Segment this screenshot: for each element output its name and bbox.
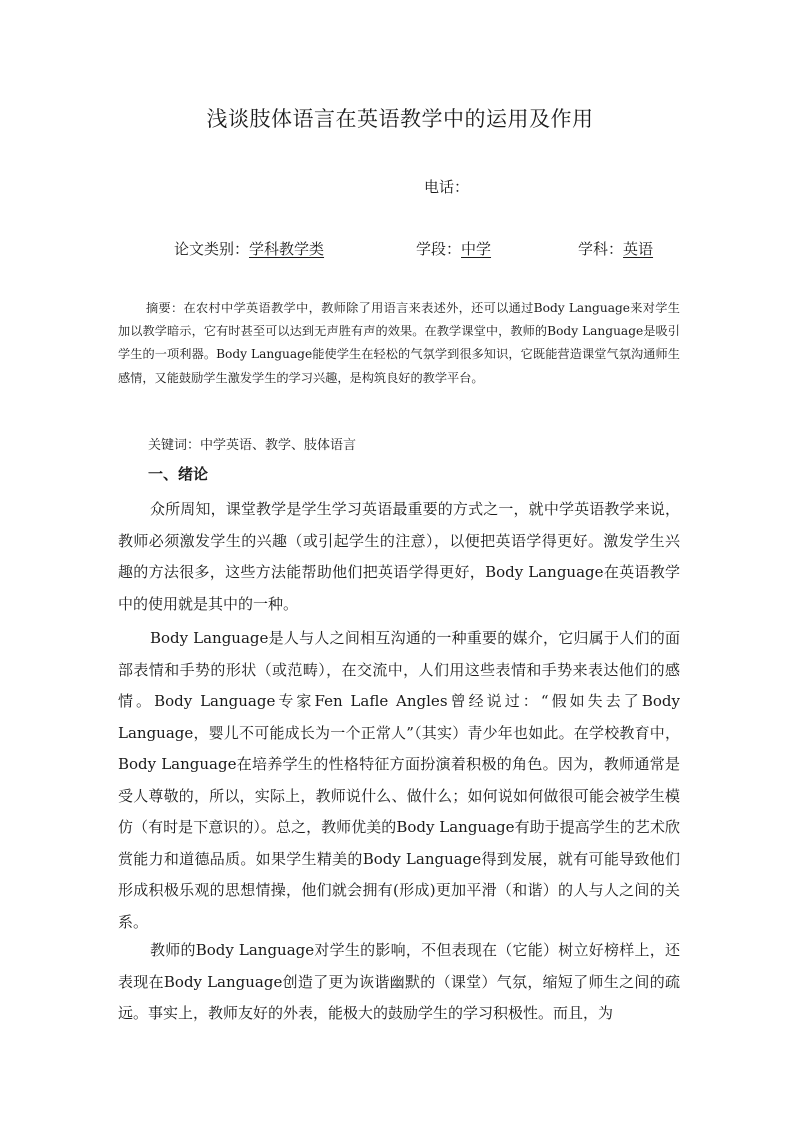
stage-value: 中学 xyxy=(461,240,492,258)
document-title: 浅谈肢体语言在英语教学中的运用及作用 xyxy=(206,107,594,131)
subject-label: 学科： xyxy=(578,240,624,258)
body-paragraph: 教师的Body Language对学生的影响，不但表现在（它能）树立好榜样上，还表现在Body Language创造了更为诙谐幽默的（课堂）气氛，缩短了师生之间的疏远。事实上，教师友好的外表，能极大的鼓励学生的学习积极性。而且，为 xyxy=(118,941,680,1022)
subject-value: 英语 xyxy=(623,240,654,258)
phone-label: 电话： xyxy=(424,178,470,196)
keywords-line: 关键词：中学英语、教学、肢体语言 xyxy=(148,438,357,453)
stage-meta xyxy=(416,238,491,259)
body-paragraph: 众所周知，课堂教学是学生学习英语最重要的方式之一，就中学英语教学来说，教师必须激发学生的兴趣（或引起学生的注意），以便把英语学得更好。激发学生兴趣的方法很多，这些方法能帮助他们把英语学得更好，Body Language在英语教学中的使用就是其中的一种。 xyxy=(118,500,680,613)
section-heading: 一、绪论 xyxy=(148,465,209,483)
category-label: 论文类别： xyxy=(174,240,250,258)
category-value: 学科教学类 xyxy=(249,240,325,258)
category-meta xyxy=(174,238,324,259)
subject-meta xyxy=(578,238,653,259)
stage-label: 学段： xyxy=(416,240,462,258)
abstract-paragraph: 摘要：在农村中学英语教学中，教师除了用语言来表述外，还可以通过Body Language来对学生加以教学暗示，它有时甚至可以达到无声胜有声的效果。在教学课堂中，教师的Body Language是吸引学生的一项利器。Body Language能使学生在轻松的气氛学到很多知识，它既能营造课堂气氛沟通师生感情，又能鼓励学生激发学生的学习兴趣，是构筑良好的教学平台。 xyxy=(118,301,680,385)
body-paragraph: Body Language是人与人之间相互沟通的一种重要的媒介，它归属于人们的面部表情和手势的形状（或范畴），在交流中，人们用这些表情和手势来表达他们的感情。Body Language专家Fen Lafle Angles曾经说过：“假如失去了Body Language，婴儿不可能成长为一个正常人”（其实）青少年也如此。在学校教育中，Body Language在培养学生的性格特征方面扮演着积极的角色。因为，教师通常是受人尊敬的，所以，实际上，教师说什么、做什么；如何说如何做很可能会被学生模仿（有时是下意识的）。总之，教师优美的Body Language有助于提高学生的艺术欣赏能力和道德品质。如果学生精美的Body Language得到发展，就有可能导致他们形成积极乐观的思想情操，他们就会拥有(形成)更加平滑（和谐）的人与人之间的关系。 xyxy=(118,629,680,931)
